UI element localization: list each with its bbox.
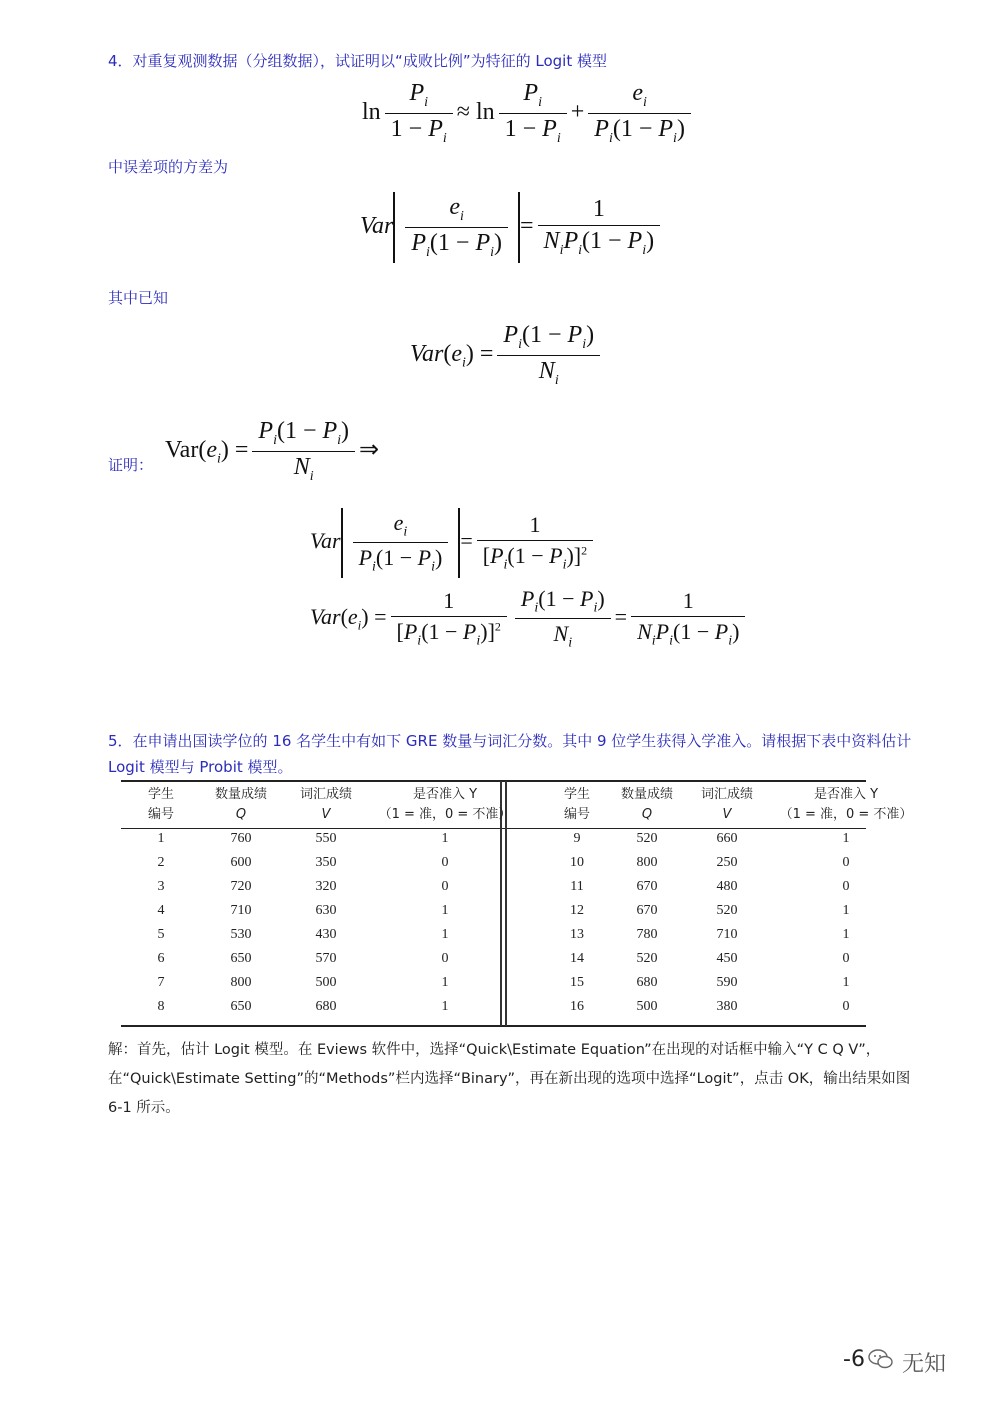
table-cell: 0 bbox=[441, 951, 449, 966]
table-cell: 1 bbox=[441, 831, 449, 846]
watermark-text: 无知 bbox=[902, 1352, 947, 1377]
table-cell: 1 bbox=[441, 999, 449, 1014]
table-cell: 3 bbox=[157, 879, 165, 894]
table-cell: 1 bbox=[842, 903, 850, 918]
table-cell: 480 bbox=[716, 879, 738, 894]
table-cell: 15 bbox=[570, 975, 584, 990]
table-cell: 16 bbox=[570, 999, 584, 1014]
header-id: 学生 编号 bbox=[147, 787, 174, 822]
equation-proof-start: $Var(e_i)$ = $\frac{P_i(1 - P_i)}{N_i}$ ⇒ bbox=[165, 418, 380, 484]
table-cell: 670 bbox=[636, 879, 658, 894]
table-cell: 550 bbox=[315, 831, 337, 846]
table-cell: 6 bbox=[157, 951, 165, 966]
wechat-icon bbox=[868, 1348, 894, 1370]
table-cell: 12 bbox=[570, 903, 584, 918]
table-cell: 1 bbox=[842, 975, 850, 990]
table-header-row bbox=[121, 783, 925, 827]
table-cell: 520 bbox=[636, 951, 658, 966]
table-top-rule bbox=[121, 780, 866, 782]
table-cell: 800 bbox=[230, 975, 252, 990]
table-cell: 1 bbox=[441, 975, 449, 990]
table-cell: 670 bbox=[636, 903, 658, 918]
table-row bbox=[121, 851, 925, 875]
table-row bbox=[121, 827, 925, 851]
header-y-right: 是否准入 Y （1 = 准，0 = 不准） bbox=[779, 787, 913, 822]
table-cell: 530 bbox=[230, 927, 252, 942]
problem5-statement: 5．在申请出国读学位的 16 名学生中有如下 GRE 数量与词汇分数。其中 9 位学生获得入学准入。请根据下表中资料估计 Logit 模型与 Probit 模型。 bbox=[108, 732, 912, 776]
equation-proof-step1: Var $\frac{e_i}{P_i(1 - P_i)}$ = $\frac{1}{[P_i(1 - P_i)]^2}$ bbox=[310, 508, 597, 578]
table-cell: 4 bbox=[157, 903, 165, 918]
header-y: 是否准入 Y （1 = 准，0 = 不准） bbox=[378, 787, 512, 822]
equation-var-ratio: Var $\frac{e_i}{P_i(1 - P_i)}$ = $\frac{1}{N_iP_i(1 - P_i)}$ bbox=[360, 192, 664, 263]
table-cell: 650 bbox=[230, 951, 252, 966]
table-cell: 1 bbox=[441, 927, 449, 942]
table-cell: 600 bbox=[230, 855, 252, 870]
page-number: -6 bbox=[843, 1347, 865, 1372]
table-cell: 0 bbox=[842, 879, 850, 894]
table-cell: 350 bbox=[315, 855, 337, 870]
table-cell: 520 bbox=[716, 903, 738, 918]
table-cell: 570 bbox=[315, 951, 337, 966]
table-cell: 720 bbox=[230, 879, 252, 894]
table-row bbox=[121, 947, 925, 971]
table-cell: 1 bbox=[842, 831, 850, 846]
gre-score-table bbox=[121, 783, 925, 1019]
table-cell: 780 bbox=[636, 927, 658, 942]
header-q-right: 数量成绩 Q bbox=[620, 787, 673, 822]
equation-var-e: $Var(e_i)$ = $\frac{P_i(1 - P_i)}{N_i}$ bbox=[410, 322, 604, 389]
header-q: 数量成绩 Q bbox=[214, 787, 267, 822]
table-cell: 5 bbox=[157, 927, 165, 942]
solution-text: 解：首先，估计 Logit 模型。在 Eviews 软件中，选择“Quick\Estimate Equation”在出现的对话框中输入“Y C Q V”，在“Quick\Estimate Setting”的“Methods”栏内选择“Binary”，再在新出现的选项中选择“Logit”，点击 OK，输出结果如图 6-1 所示。 bbox=[108, 1042, 911, 1116]
table-cell: 14 bbox=[570, 951, 584, 966]
table-cell: 380 bbox=[716, 999, 738, 1014]
table-body bbox=[121, 827, 925, 1019]
table-cell: 520 bbox=[636, 831, 658, 846]
table-cell: 0 bbox=[842, 951, 850, 966]
table-cell: 680 bbox=[636, 975, 658, 990]
table-cell: 2 bbox=[157, 855, 165, 870]
header-v: 词汇成绩 V bbox=[299, 787, 352, 822]
table-cell: 800 bbox=[636, 855, 658, 870]
table-cell: 11 bbox=[570, 879, 584, 894]
table-cell: 710 bbox=[230, 903, 252, 918]
table-cell: 9 bbox=[573, 831, 581, 846]
table-cell: 430 bbox=[315, 927, 337, 942]
table-cell: 10 bbox=[570, 855, 584, 870]
equation-proof-step2: $Var(e_i)$ = $\frac{1}{[P_i(1 - P_i)]^2}$ $\frac{P_i(1 - P_i)}{N_i}$ = $\frac{1}{N_iP_i(1 - P_i)}$ bbox=[310, 586, 749, 652]
table-cell: 660 bbox=[716, 831, 738, 846]
proof-label: 证明： bbox=[108, 456, 154, 474]
problem4-intro: 4．对重复观测数据（分组数据），试证明以“成败比例”为特征的 Logit 模型 bbox=[108, 52, 607, 70]
header-v-right: 词汇成绩 V bbox=[700, 787, 753, 822]
table-cell: 250 bbox=[716, 855, 738, 870]
table-cell: 630 bbox=[315, 903, 337, 918]
table-row bbox=[121, 971, 925, 995]
table-cell: 760 bbox=[230, 831, 252, 846]
equation-logit-approx: ln $\frac{P_i}{1 - P_i}$ ≈ ln $\frac{P_i}{1 - P_i}$ + $\frac{e_i}{P_i(1 - P_i)}$ bbox=[362, 80, 695, 147]
variance-label: 中误差项的方差为 bbox=[108, 158, 229, 176]
table-cell: 710 bbox=[716, 927, 738, 942]
table-row bbox=[121, 875, 925, 899]
given-label: 其中已知 bbox=[108, 289, 169, 307]
table-cell: 320 bbox=[315, 879, 337, 894]
table-cell: 590 bbox=[716, 975, 738, 990]
table-cell: 7 bbox=[157, 975, 165, 990]
table-row bbox=[121, 995, 925, 1019]
table-cell: 1 bbox=[157, 831, 165, 846]
table-cell: 1 bbox=[441, 903, 449, 918]
table-cell: 0 bbox=[441, 855, 449, 870]
table-cell: 8 bbox=[157, 999, 165, 1014]
table-cell: 0 bbox=[441, 879, 449, 894]
table-cell: 500 bbox=[315, 975, 337, 990]
table-cell: 0 bbox=[842, 999, 850, 1014]
table-cell: 13 bbox=[570, 927, 584, 942]
table-cell: 0 bbox=[842, 855, 850, 870]
table-cell: 650 bbox=[230, 999, 252, 1014]
header-id-right: 学生 编号 bbox=[563, 787, 590, 822]
table-row bbox=[121, 899, 925, 923]
table-cell: 450 bbox=[716, 951, 738, 966]
table-row bbox=[121, 923, 925, 947]
table-cell: 500 bbox=[636, 999, 658, 1014]
table-cell: 680 bbox=[315, 999, 337, 1014]
table-bottom-rule bbox=[121, 1025, 866, 1027]
table-cell: 1 bbox=[842, 927, 850, 942]
